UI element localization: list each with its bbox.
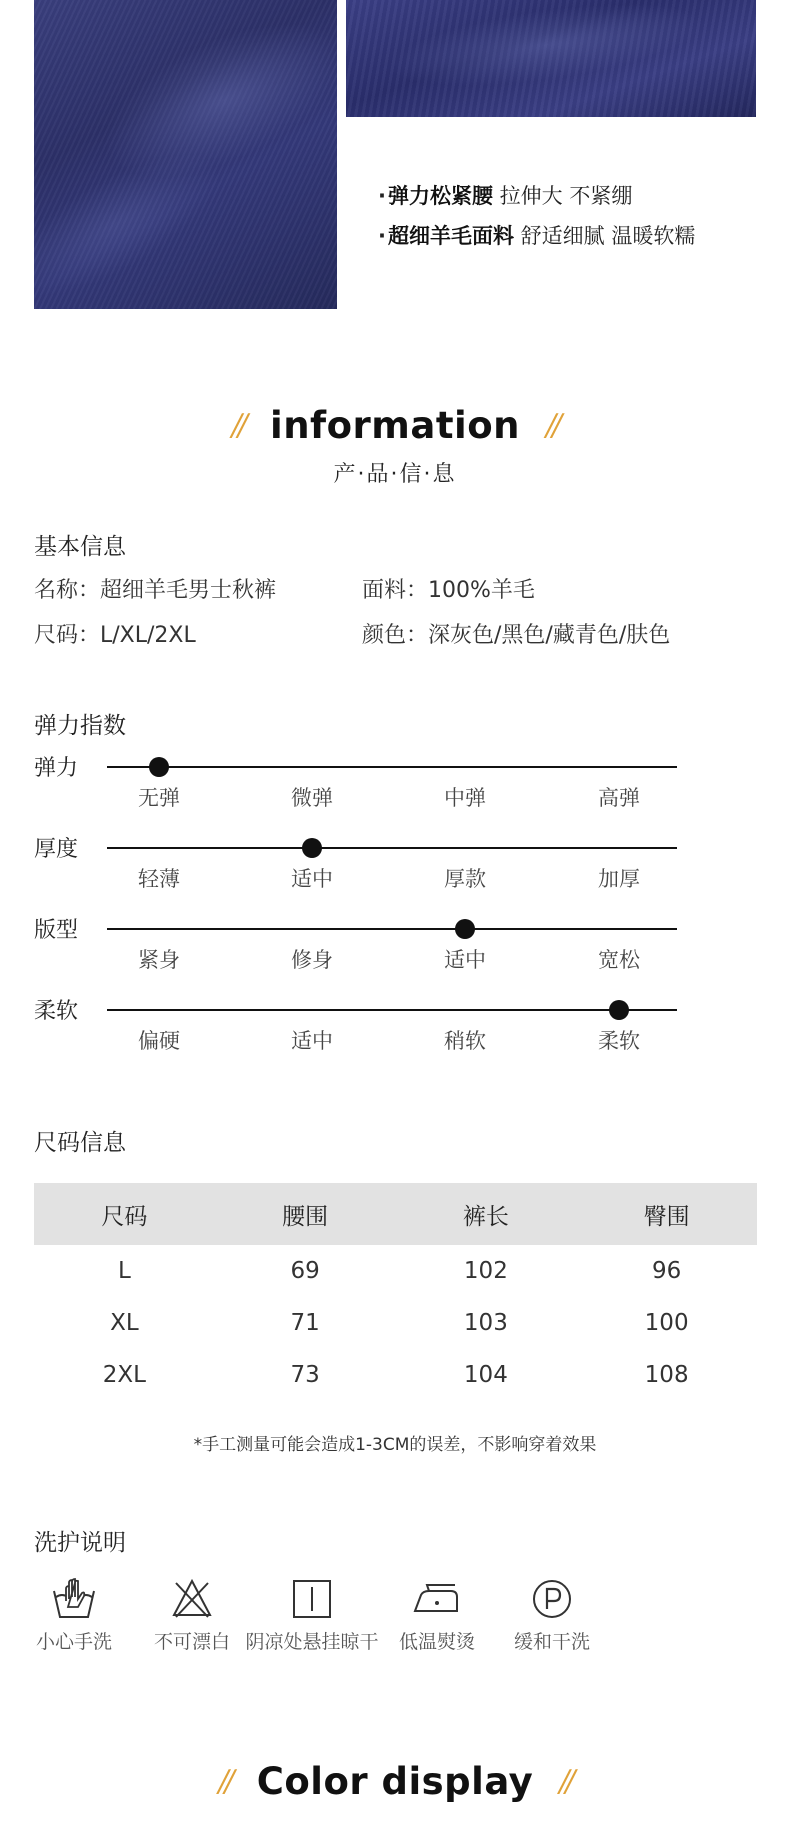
table-cell: 69 [290, 1258, 320, 1284]
heading-slashes-left: // [231, 408, 245, 443]
scale-option: 无弹 [138, 786, 180, 810]
scale-option: 修身 [291, 948, 333, 972]
gentle-dry-clean-icon [530, 1577, 574, 1621]
scale-option: 微弹 [291, 786, 333, 810]
scale-option: 高弹 [598, 786, 640, 810]
feature-text: 拉伸大 不紧绷 [499, 184, 633, 208]
care-item-low-iron [395, 1577, 479, 1654]
hand-wash-icon [50, 1577, 98, 1621]
bullet-dot: · [378, 224, 386, 248]
header-cell: 尺码 [101, 1203, 148, 1230]
feature-bold: 弹力松紧腰 [387, 184, 493, 208]
line-dry-shade-icon [290, 1577, 334, 1621]
care-label: 不可漂白 [153, 1631, 230, 1653]
bullet-dot: · [378, 184, 386, 208]
feature-waist [378, 180, 632, 210]
scale-marker-dot [302, 838, 322, 858]
table-cell: 108 [644, 1362, 689, 1388]
scale-option: 宽松 [598, 948, 640, 972]
scale-label: 厚度 [34, 837, 79, 862]
scale-option: 适中 [291, 1029, 333, 1053]
scale-option: 中弹 [444, 786, 486, 810]
feature-text: 舒适细腻 温暖软糯 [520, 224, 696, 248]
table-cell: 104 [463, 1362, 508, 1388]
care-label: 缓和干洗 [513, 1631, 590, 1653]
table-cell: XL [110, 1310, 139, 1336]
scale-marker-dot [609, 1000, 629, 1020]
header-cell: 臀围 [643, 1203, 690, 1230]
table-cell: 71 [290, 1310, 320, 1336]
scale-line [107, 928, 677, 930]
low-iron-icon [411, 1577, 463, 1621]
size-table-header [34, 1183, 757, 1245]
scale-option: 适中 [291, 867, 333, 891]
scale-option: 偏硬 [138, 1029, 180, 1053]
care-item-no-bleach [150, 1577, 234, 1654]
information-title: information [270, 404, 520, 447]
scale-option: 稍软 [444, 1029, 486, 1053]
table-row [34, 1349, 757, 1401]
scale-option: 柔软 [598, 1029, 640, 1053]
scale-marker-dot [455, 919, 475, 939]
scale-option: 加厚 [598, 867, 640, 891]
fabric-photo-left [34, 0, 337, 309]
table-row [34, 1245, 757, 1297]
header-cell: 腰围 [282, 1203, 329, 1230]
product-size: 尺码：L/XL/2XL [34, 623, 196, 648]
scale-line [107, 766, 677, 768]
no-bleach-icon [170, 1577, 214, 1621]
table-cell: 96 [651, 1258, 682, 1284]
scale-option: 轻薄 [138, 867, 180, 891]
product-name: 名称：超细羊毛男士秋裤 [34, 578, 277, 603]
table-cell: 2XL [102, 1362, 146, 1388]
information-heading [0, 404, 790, 488]
heading-slashes-right: // [559, 1764, 572, 1799]
size-info-title: 尺码信息 [34, 1130, 126, 1156]
table-cell: 103 [463, 1310, 508, 1336]
scale-option: 厚款 [444, 867, 486, 891]
basic-info-title: 基本信息 [34, 534, 126, 560]
feature-bold: 超细羊毛面料 [387, 224, 514, 248]
heading-slashes-right: // [545, 408, 559, 443]
table-cell: 102 [463, 1258, 508, 1284]
care-title: 洗护说明 [34, 1530, 126, 1556]
color-display-heading [0, 1760, 790, 1803]
scale-option: 适中 [444, 948, 486, 972]
heading-slashes-left: // [218, 1764, 231, 1799]
care-item-hand-wash [34, 1577, 114, 1654]
scale-label: 弹力 [34, 756, 79, 781]
care-label: 低温熨烫 [398, 1631, 475, 1653]
table-cell: L [117, 1258, 131, 1284]
product-fabric: 面料：100%羊毛 [362, 578, 535, 603]
measurement-note: *手工测量可能会造成1-3CM的误差，不影响穿着效果 [193, 1435, 597, 1455]
header-cell: 裤长 [462, 1203, 509, 1230]
care-item-gentle-dry-clean [510, 1577, 594, 1654]
scale-line [107, 1009, 677, 1011]
information-subtitle: 产·品·信·息 [333, 462, 457, 487]
scale-option: 紧身 [138, 948, 180, 972]
elasticity-title: 弹力指数 [34, 713, 126, 739]
care-item-line-dry-shade [244, 1577, 380, 1654]
product-colors: 颜色：深灰色/黑色/藏青色/肤色 [362, 623, 671, 648]
color-display-title: Color display [256, 1760, 534, 1803]
scale-label: 柔软 [34, 999, 79, 1024]
scale-label: 版型 [34, 918, 79, 943]
size-table [34, 1183, 757, 1401]
table-cell: 73 [290, 1362, 320, 1388]
scale-marker-dot [149, 757, 169, 777]
care-label: 阴凉处悬挂晾干 [245, 1631, 379, 1653]
table-cell: 100 [644, 1310, 689, 1336]
table-row [34, 1297, 757, 1349]
feature-fabric [378, 220, 695, 250]
care-label: 小心手洗 [35, 1631, 112, 1653]
scale-line [107, 847, 677, 849]
fabric-photo-right [346, 0, 756, 117]
